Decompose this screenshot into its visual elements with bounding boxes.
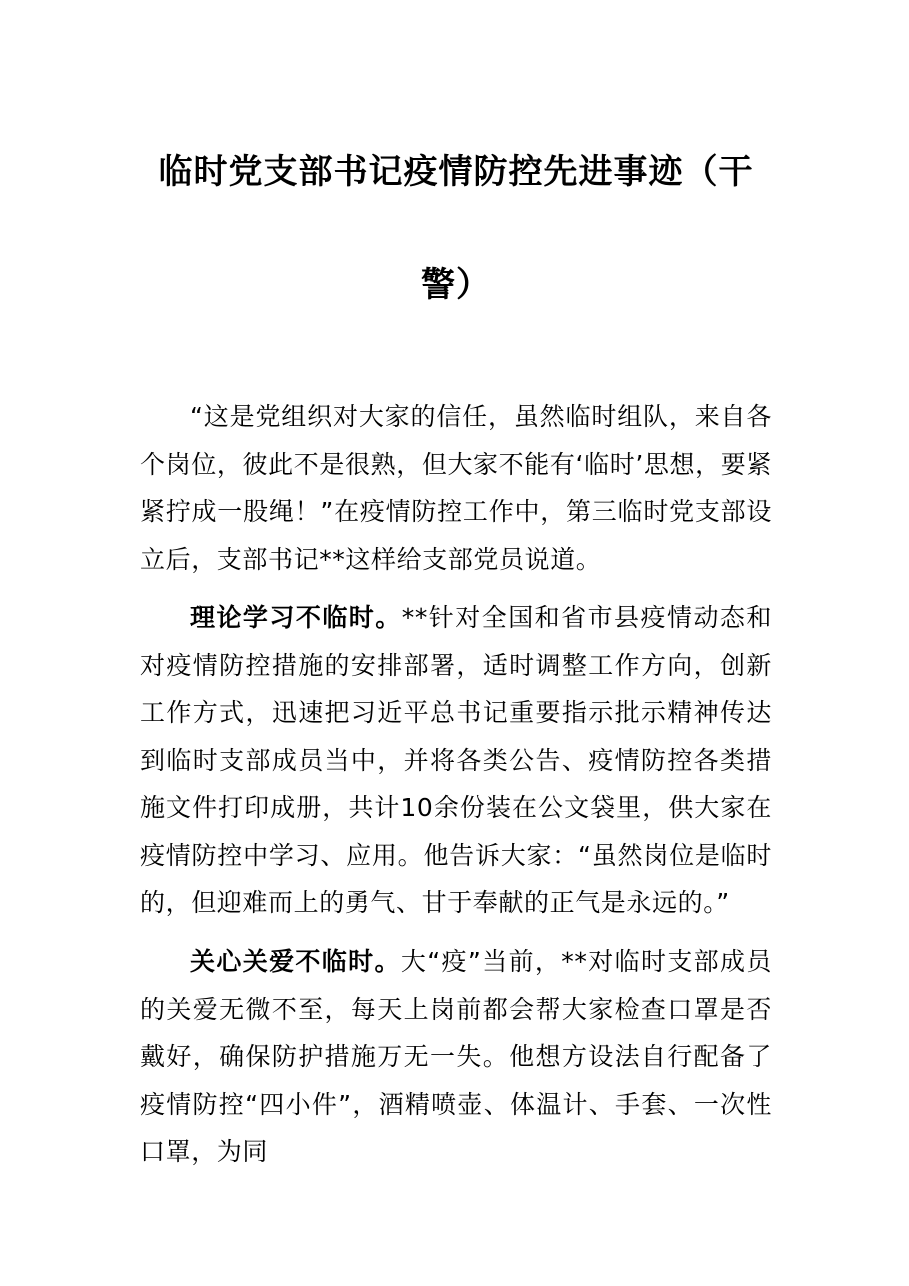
document-title-line-1: 临时党支部书记疫情防控先进事迹（干 bbox=[158, 152, 754, 192]
paragraph-text: **针对全国和省市县疫情动态和对疫情防控措施的安排部署，适时调整工作方向，创新工作方式，迅速把习近平总书记重要指示批示精神传达到临时支部成员当中，并将各类公告、疫情防控各类措施文件打印成册，共计10余份装在公文袋里，供大家在疫情防控中学习、应用。他告诉大家：“虽然岗位是临时的，但迎难而上的勇气、甘于奉献的正气是永远的。” bbox=[140, 603, 772, 917]
paragraph-text: 大“疫”当前，**对临时支部成员的关爱无微不至，每天上岗前都会帮大家检查口罩是否戴好，确保防护措施万无一失。他想方设法自行配备了疫情防控“四小件”，酒精喷壶、体温计、手套、一次性口罩，为同 bbox=[140, 947, 772, 1166]
paragraph-lead: 关心关爱不临时。 bbox=[190, 947, 401, 976]
paragraph-care bbox=[140, 938, 772, 1176]
paragraph-text: “这是党组织对大家的信任，虽然临时组队，来自各个岗位，彼此不是很熟，但大家不能有‘临时’思想，要紧紧拧成一股绳！”在疫情防控工作中，第三临时党支部设立后，支部书记**这样给支部党员说道。 bbox=[140, 402, 772, 574]
paragraph-theory-study bbox=[140, 594, 772, 927]
paragraph-intro bbox=[140, 393, 772, 583]
document-title-line-2: 警） bbox=[421, 265, 491, 305]
paragraph-lead: 理论学习不临时。 bbox=[190, 603, 402, 632]
